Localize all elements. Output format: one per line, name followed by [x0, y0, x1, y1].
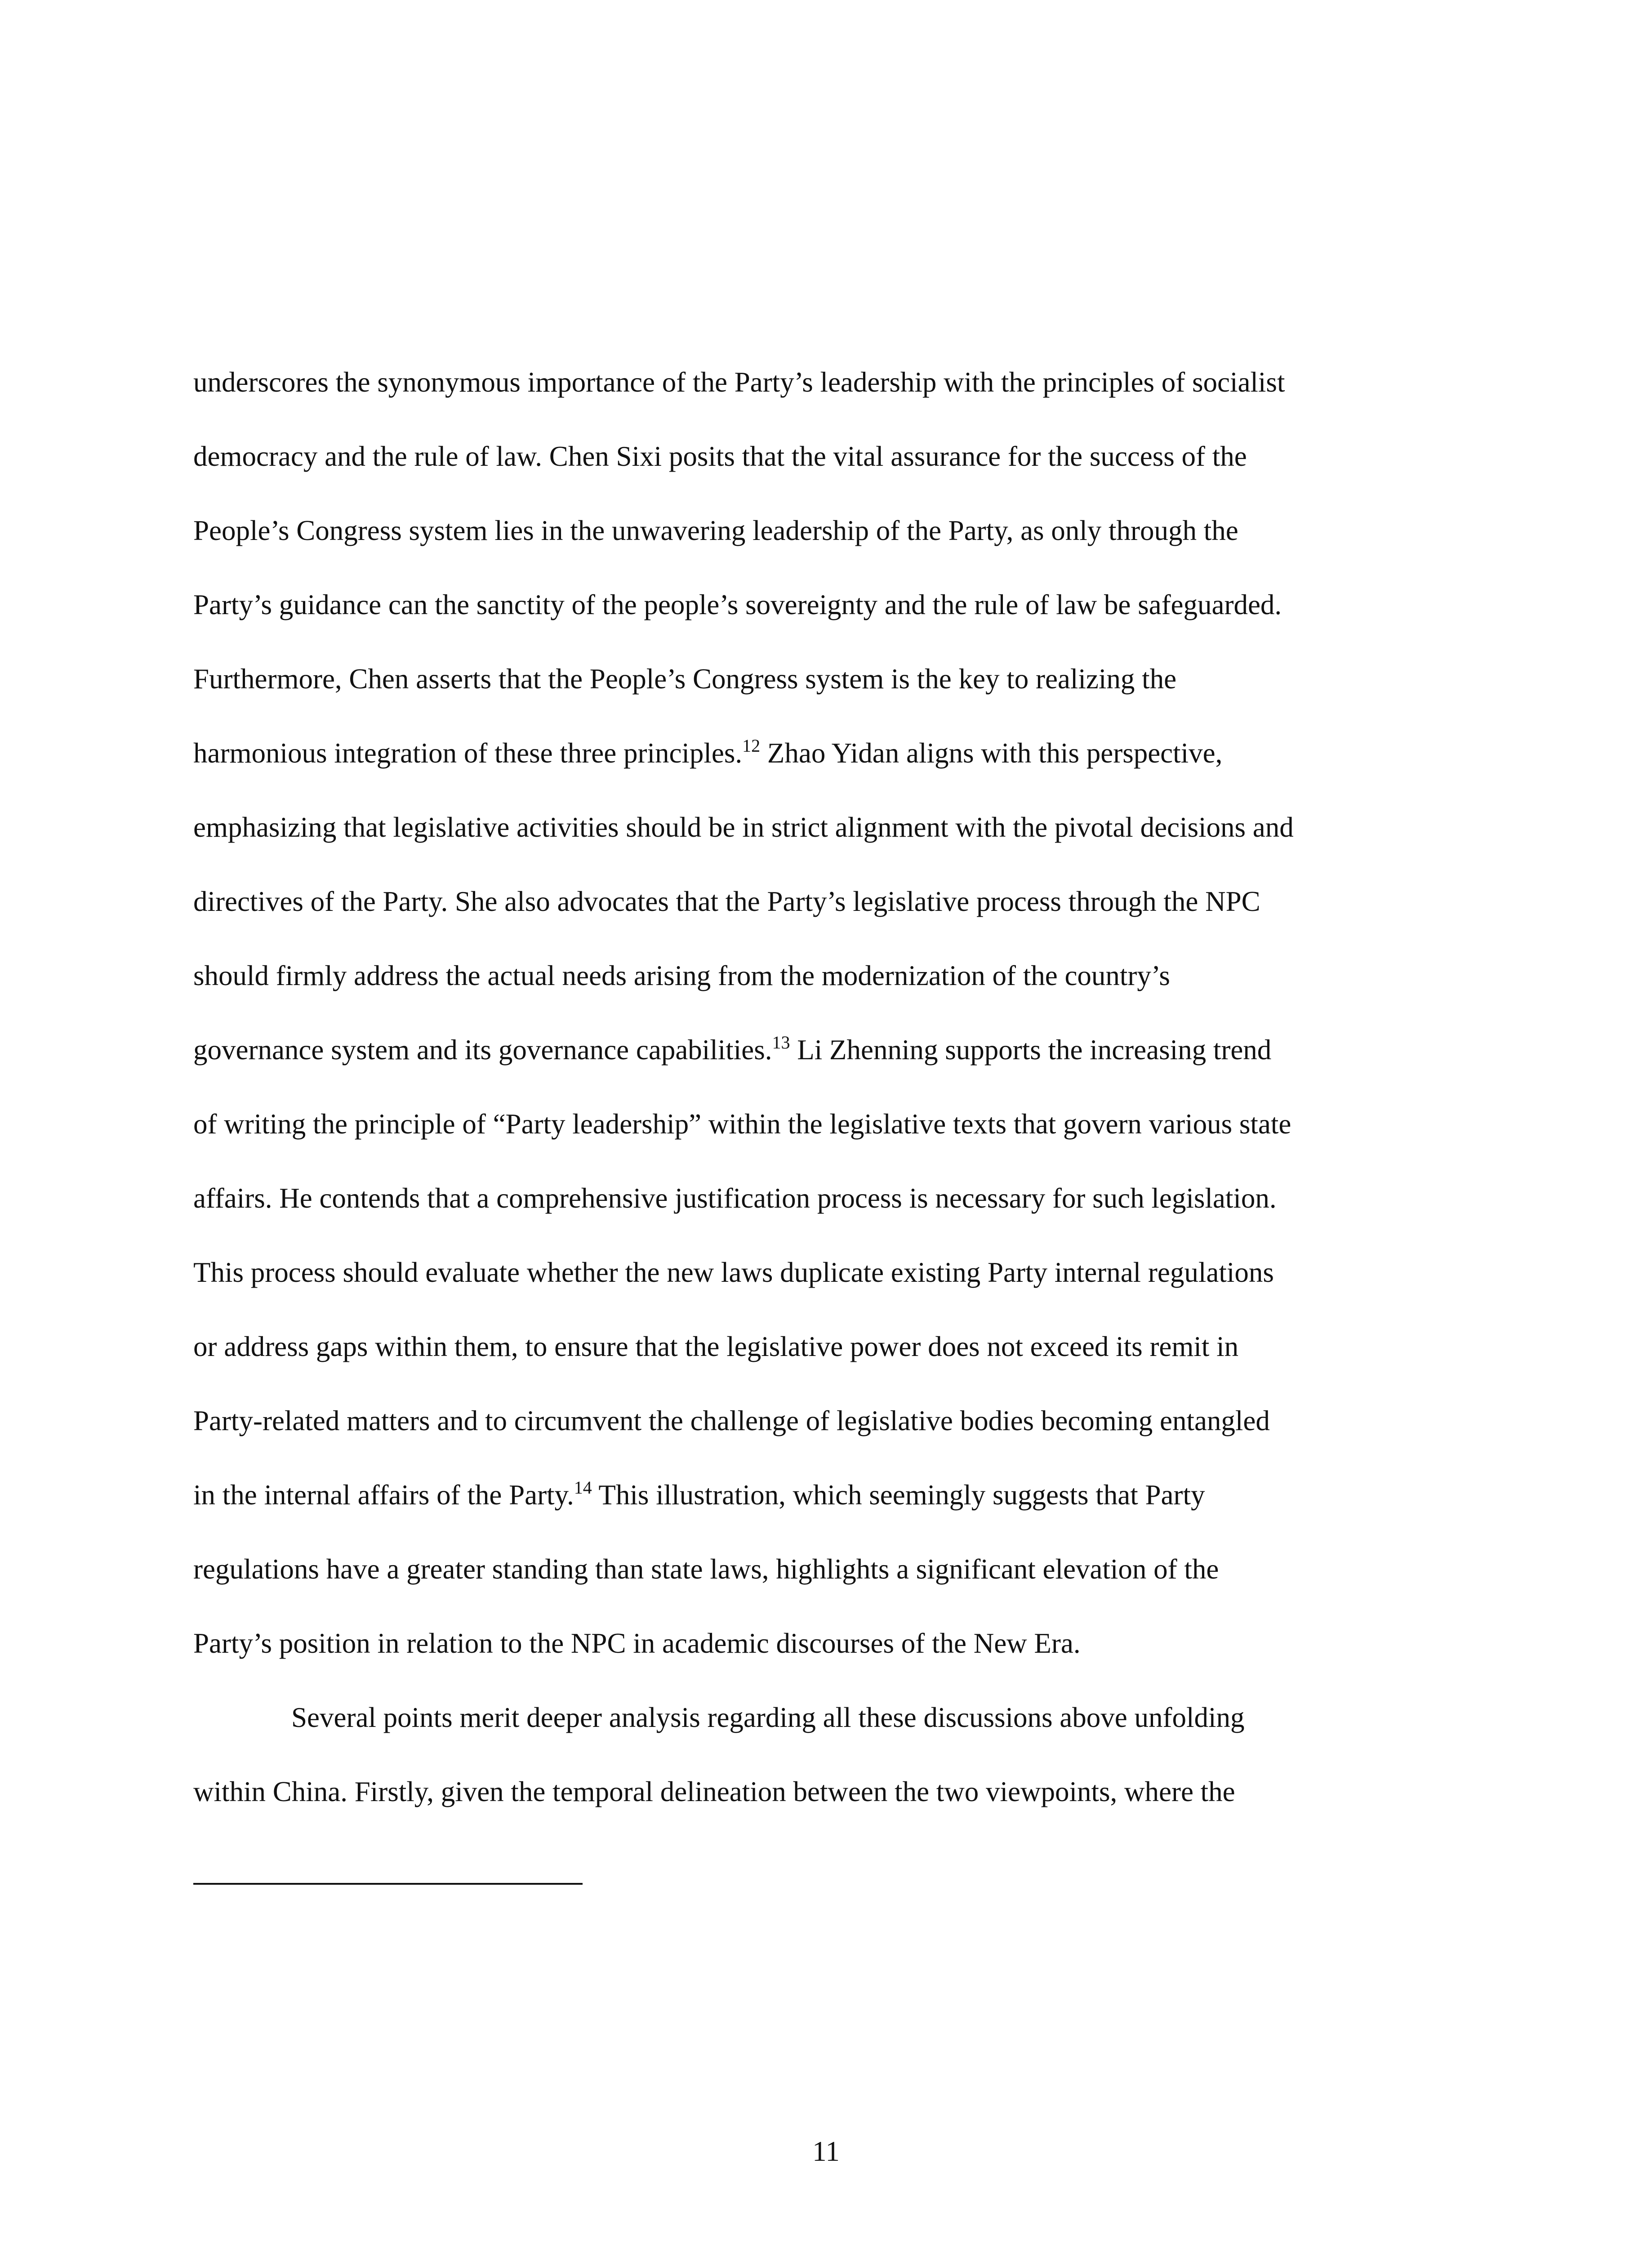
text-line: directives of the Party. She also advocates that the Party’s legislative process through the NPC	[193, 886, 1260, 917]
text-segment: Li Zhenning supports the increasing trend	[790, 1034, 1272, 1066]
text-line: of writing the principle of “Party leadership” within the legislative texts that govern various state	[193, 1108, 1291, 1140]
text-segment: in the internal affairs of the Party.	[193, 1479, 574, 1511]
text-line: Party’s position in relation to the NPC in academic discourses of the New Era.	[193, 1628, 1081, 1659]
text-segment: harmonious integration of these three principles.	[193, 737, 743, 769]
text-line: Party-related matters and to circumvent the challenge of legislative bodies becoming entangled	[193, 1405, 1270, 1436]
footnote-marker-12[interactable]: 12	[742, 736, 761, 756]
text-line: Furthermore, Chen asserts that the People’s Congress system is the key to realizing the	[193, 663, 1177, 695]
footnote-marker-13[interactable]: 13	[772, 1032, 790, 1053]
text-segment: This illustration, which seemingly suggests that Party	[592, 1479, 1205, 1511]
body-text	[193, 364, 1479, 1848]
paragraph-start-line: Several points merit deeper analysis regarding all these discussions above unfolding	[291, 1702, 1245, 1733]
text-line: Party’s guidance can the sanctity of the people’s sovereignty and the rule of law be safeguarded.	[193, 589, 1282, 620]
footnote-marker-14[interactable]: 14	[574, 1477, 592, 1498]
footnote-separator	[193, 1883, 583, 1885]
text-line	[193, 1477, 1479, 1551]
text-line: regulations have a greater standing than state laws, highlights a significant elevation of the	[193, 1553, 1219, 1585]
text-line: People’s Congress system lies in the unwavering leadership of the Party, as only through the	[193, 515, 1238, 546]
text-line: underscores the synonymous importance of the Party’s leadership with the principles of socialist	[193, 366, 1285, 398]
text-line	[193, 1032, 1479, 1106]
text-segment: governance system and its governance capabilities.	[193, 1034, 772, 1066]
text-line: within China. Firstly, given the temporal delineation between the two viewpoints, where the	[193, 1776, 1235, 1807]
page-number: 11	[812, 2136, 840, 2167]
text-line: affairs. He contends that a comprehensive justification process is necessary for such legislation.	[193, 1182, 1277, 1214]
text-segment: Zhao Yidan aligns with this perspective,	[760, 737, 1223, 769]
text-line	[193, 735, 1479, 809]
text-line: should firmly address the actual needs arising from the modernization of the country’s	[193, 960, 1170, 991]
text-line: or address gaps within them, to ensure that the legislative power does not exceed its remit in	[193, 1331, 1239, 1362]
text-line: emphasizing that legislative activities should be in strict alignment with the pivotal decisions and	[193, 812, 1294, 843]
text-line: This process should evaluate whether the new laws duplicate existing Party internal regulations	[193, 1257, 1274, 1288]
text-line: democracy and the rule of law. Chen Sixi posits that the vital assurance for the success of the	[193, 441, 1247, 472]
